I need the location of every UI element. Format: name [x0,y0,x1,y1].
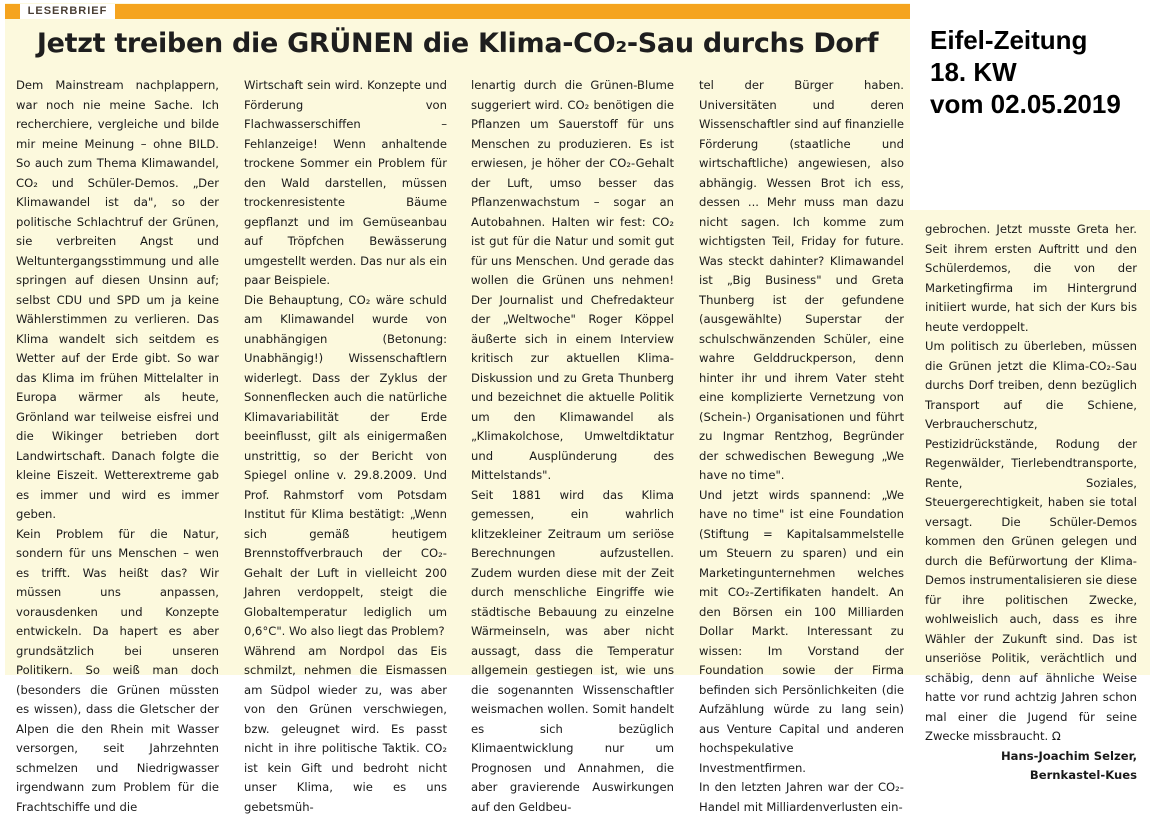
text-column-3 [471,76,674,817]
paragraph: Um politisch zu überleben, müssen die Grünen jetzt die Klima-CO₂-Sau durchs Dorf treiben, denn bezüglich Transport auf die Schiene, Verbraucherschutz, Pestizidrückstände, Rodung der Regenwälder, Tierlebendtransporte, Rente, Soziales, Steuergerechtigkeit, haben sie total versagt. Die Schüler-Demos kommen den Grünen gelegen und durch die Befürwortung der Klima-Demos instrumentalisieren sie diese für ihre politischen Zwecke, wohlweislich auch, dass es ihre Wähler der Zukunft sind. Das ist unseriöse Politik, verächtlich und schäbig, denn auf ähnliche Weise hatte vor rund achtzig Jahren schon mal einer die Jugend für seine Zwecke missbraucht. Ω [925,337,1137,747]
text-column-2 [244,76,447,817]
paragraph: Und jetzt wirds spannend: „We have no time" ist eine Foundation (Stiftung = Kapitalsammelstelle um Steuern zu sparen) und ein Marketingunternehmen welches mit CO₂-Zertifikaten handelt. An den Börsen ein 100 Milliarden Dollar Markt. Interessant zu wissen: Im Vorstand der Foundation sowie der Firma befinden sich Persönlichkeiten (die Aufzählung würde zu lang sein) aus Venture Capital und anderen hochspekulative Investmentfirmen. [699,486,904,779]
paragraph: lenartig durch die Grünen-Blume suggeriert wird. CO₂ benötigen die Pflanzen um Sauerstoff für uns Menschen zu produzieren. Es ist erwiesen, je höher der CO₂-Gehalt der Luft, umso besser das Pflanzenwachstum – sogar an Autobahnen. Halten wir fest: CO₂ ist gut für die Natur und somit gut für uns Menschen. Und gerade das wollen die Grünen uns nehmen! Der Journalist und Chefredakteur der „Weltwoche" Roger Köppel äußerte sich in einem Interview kritisch zur aktuellen Klima-Diskussion und zu Greta Thunberg und bezeichnet die aktuelle Politik um den Klimawandel als „Klimakolchose, Umweltdiktatur und Ausplünderung des Mittelstands". [471,76,674,486]
headline: Jetzt treiben die GRÜNEN die Klima-CO₂-Sau durchs Dorf [5,28,910,59]
paragraph: Die Behauptung, CO₂ wäre schuld am Klimawandel wurde von unabhängigen (Betonung: Unabhängig!) Wissenschaftlern widerlegt. Dass der Zyklus der Sonnenflecken auch die natürliche Klimavariabilität der Erde beeinflusst, gilt als einigermaßen unstrittig, so der Bericht von Spiegel online v. 29.8.2009. Und Prof. Rahmstorf vom Potsdam Institut für Klima bestätigt: „Wenn sich gemäß heutigem Brennstoffverbrauch der CO₂-Gehalt der Luft in vielleicht 200 Jahren verdoppelt, steigt die Globaltemperatur lediglich um 0,6°C". Wo also liegt das Problem? [244,291,447,642]
source-date: vom 02.05.2019 [930,88,1150,120]
signature-name: Hans-Joachim Selzer, [925,747,1137,767]
paragraph: Während am Nordpol das Eis schmilzt, nehmen die Eismassen am Südpol wieder zu, was aber von den Grünen verschwiegen, bzw. geleugnet wird. Es passt nicht in ihre politische Taktik. CO₂ ist kein Gift und bedroht nicht unser Klima, wie es uns gebetsmüh- [244,642,447,817]
text-column-4 [699,76,904,817]
section-bar [5,4,910,19]
paragraph: tel der Bürger haben. Universitäten und deren Wissenschaftler sind auf finanzielle Förderung (staatliche und wirtschaftliche) angewiesen, also abhängig. Wessen Brot ich ess, dessen ... Mehr muss man dazu nicht sagen. Ich komme zum wichtigsten Teil, Friday for future. Was steckt dahinter? Klimawandel ist „Big Business" und Greta Thunberg ist der gefundene (ausgewählte) Superstar der schulschwänzenden Schüler, eine wahre Gelddruckperson, denn hinter ihr und ihrem Vater steht eine komplizierte Vernetzung von (Schein-) Organisationen und führt zu Ingmar Rentzhog, Begründer der schwedischen Bewegung „We have no time". [699,76,904,486]
paragraph: Dem Mainstream nachplappern, war noch nie meine Sache. Ich recherchiere, vergleiche und bilde mir meine Meinung – ohne BILD. So auch zum Thema Klimawandel, CO₂ und Schüler-Demos. „Der Klimawandel ist da", so der politische Schlachtruf der Grünen, sie verbreiten Angst und Weltuntergangsstimmung und alle springen auf diesen Unsinn auf; selbst CDU und SPD um ja keine Wählerstimmen zu verlieren. Das Klima wandelt sich seitdem es Wetter auf der Erde gibt. So war das Klima im frühen Mittelalter in Europa wärmer als heute, Grönland war teilweise eisfrei und die Wikinger betrieben dort Landwirtschaft. Danach folgte die kleine Eiszeit. Wetterextreme gab es immer und wird es immer geben. [16,76,219,525]
text-column-5 [925,220,1137,786]
source-newspaper: Eifel-Zeitung [930,24,1150,56]
paragraph: Wirtschaft sein wird. Konzepte und Förderung von Flachwasserschiffen – Fehlanzeige! Wenn anhaltende trockene Sommer ein Problem für den Wald darstellen, müssen trockenresistente Bäume gepflanzt und im Gemüseanbau auf Tröpfchen Bewässerung umgestellt werden. Das nur als ein paar Beispiele. [244,76,447,291]
paragraph: gebrochen. Jetzt musste Greta her. Seit ihrem ersten Auftritt und den Schülerdemos, die von der Marketingfirma im Hintergrund initiiert wurde, hat sich der Kurs bis heute verdoppelt. [925,220,1137,337]
source-note [930,24,1150,120]
paragraph: Kein Problem für die Natur, sondern für uns Menschen – wen es trifft. Was heißt das? Wir müssen uns anpassen, vorausdenken und Konzepte entwickeln. Da hapert es aber grundsätzlich bei unseren Politikern. So weiß man doch (besonders die Grünen müssten es wissen), dass die Gletscher der Alpen die den Rhein mit Wasser versorgen, seit Jahrzehnten schmelzen und Niedrigwasser irgendwann zum Problem für die Frachtschiffe und die [16,525,219,817]
source-week: 18. KW [930,56,1150,88]
section-label: LESERBRIEF [20,4,115,19]
signature-place: Bernkastel-Kues [925,766,1137,786]
text-column-1 [16,76,219,817]
paragraph: Seit 1881 wird das Klima gemessen, ein wahrlich klitzekleiner Zeitraum um seriöse Berechnungen aufzustellen. Zudem wurden diese mit der Zeit durch menschliche Eingriffe wie städtische Bebauung zu einzelne Wärmeinseln, was aber nicht aussagt, dass die Temperatur allgemein gestiegen ist, wie uns die sogenannten Wissenschaftler weismachen wollen. Somit handelt es sich bezüglich Klimaentwicklung nur um Prognosen und Annahmen, die aber gravierende Auswirkungen auf den Geldbeu- [471,486,674,817]
section-label-box [15,4,115,19]
paragraph: In den letzten Jahren war der CO₂-Handel mit Milliardenverlusten ein- [699,778,904,817]
